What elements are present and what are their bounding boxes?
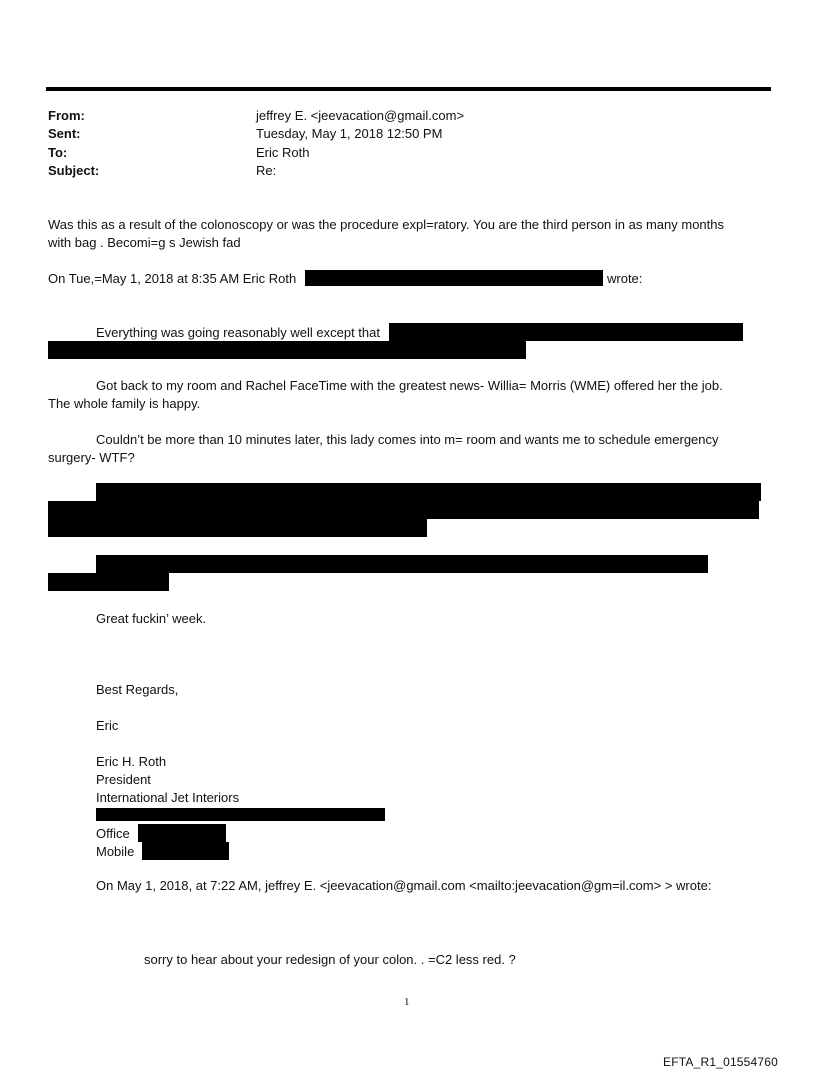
page-number: 1 (404, 996, 410, 1008)
header-rule (46, 87, 771, 91)
paragraph-3-line-1: Couldn’t be more than 10 minutes later, this lady comes into m= room and wants me to schedule emergency (96, 432, 719, 447)
paragraph-3-line-2: surgery- WTF? (48, 450, 135, 465)
paragraph-4: Great fuckin’ week. (96, 611, 207, 626)
redaction-email (305, 270, 603, 286)
to-value: Eric Roth (256, 145, 310, 160)
paragraph-2-line-2: The whole family is happy. (48, 396, 201, 411)
from-label: From: (48, 108, 85, 123)
quote-intro: On Tue,=May 1, 2018 at 8:35 AM Eric Roth (48, 271, 297, 286)
redaction-block (48, 501, 759, 519)
signature-mobile-label: Mobile (96, 844, 135, 859)
to-label: To: (48, 145, 68, 160)
redaction-block (48, 573, 169, 591)
sent-label: Sent: (48, 126, 81, 141)
redaction-block (389, 323, 743, 341)
from-value: jeffrey E. <jeevacation@gmail.com> (256, 108, 465, 123)
sent-value: Tuesday, May 1, 2018 12:50 PM (256, 126, 443, 141)
signature-office-label: Office (96, 826, 130, 841)
redaction-block (96, 555, 708, 573)
redaction-block (96, 483, 761, 501)
signature-company: International Jet Interiors (96, 790, 240, 805)
document-id: EFTA_R1_01554760 (663, 1055, 779, 1069)
paragraph-2-line-1: Got back to my room and Rachel FaceTime with the greatest news- Willia= Morris (WME) offered her the job. (96, 378, 723, 393)
reply-line-1: Was this as a result of the colonoscopy or was the procedure expl=ratory. You are the third person in as many months (48, 217, 724, 232)
redaction-block (48, 519, 427, 537)
nested-quote-intro: On May 1, 2018, at 7:22 AM, jeffrey E. <jeevacation@gmail.com <mailto:jeevacation@gm=il.com> > wrote: (96, 878, 712, 893)
redaction-block (48, 341, 526, 359)
quote-wrote: wrote: (607, 271, 643, 286)
signature-full-name: Eric H. Roth (96, 754, 167, 769)
nested-quote-body: sorry to hear about your redesign of your colon. . =C2 less red. ? (144, 952, 516, 967)
subject-value: Re: (256, 163, 277, 178)
redaction-office-phone (138, 824, 226, 842)
redaction-mobile-phone (142, 842, 229, 860)
redaction-address (96, 808, 385, 821)
reply-line-2: with bag . Becomi=g s Jewish fad (48, 235, 241, 250)
sign-name: Eric (96, 718, 119, 733)
subject-label: Subject: (48, 163, 100, 178)
signature-title: President (96, 772, 151, 787)
paragraph-1: Everything was going reasonably well except that (96, 325, 380, 340)
regards: Best Regards, (96, 682, 179, 697)
